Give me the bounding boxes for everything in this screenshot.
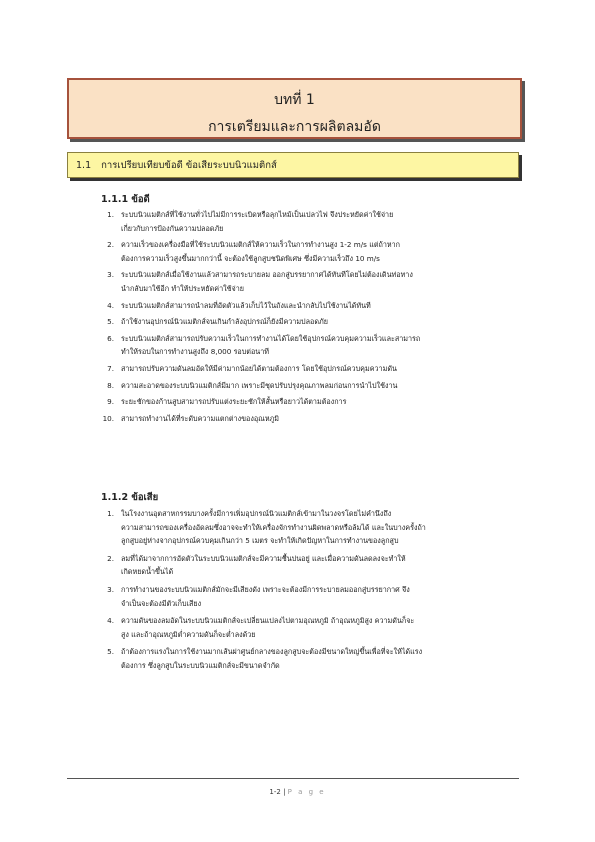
list-item <box>107 645 526 672</box>
list-item <box>107 268 526 295</box>
footer-separator: | <box>283 788 286 796</box>
list-item <box>107 208 526 235</box>
advantages-list <box>102 208 526 428</box>
list-item-number: 7. <box>107 363 114 373</box>
list-item <box>107 507 526 548</box>
list-item-line: ระยะชักของก้านสูบสามารถปรับแต่งระยะชักให้สั้นหรือยาวได้ตามต้องการ <box>121 397 347 407</box>
list-item-line: ทำให้รอบในการทำงานสูงถึง 8,000 รอบต่อนาที <box>121 347 269 357</box>
list-item-number: 8. <box>107 380 114 390</box>
chapter-number: บทที่ 1 <box>274 92 315 108</box>
disadvantages-heading: 1.1.2 ข้อเสีย <box>101 492 159 503</box>
footer-page-label: P a g e <box>287 788 326 796</box>
list-item-line: ระบบนิวแมติกส์ที่ใช้งานทั่วไปไม่มีการระเบิดหรือลุกไหม้เป็นเปลวไฟ จึงประหยัดค่าใช้จ่าย <box>121 210 394 219</box>
list-item <box>107 362 526 376</box>
list-item-line: สูง และถ้าอุณหภูมิต่ำความดันก็จะต่ำลงด้วย <box>121 629 256 639</box>
list-item-line: ระบบนิวแมติกส์สามารถนำลมที่อัดตัวแล้วเก็บไว้ในถังและนำกลับไปใช้งานได้ทันที <box>121 300 371 310</box>
list-item-line: ถ้าต้องการแรงในการใช้งานมากเส้นผ่าศูนย์กลางของลูกสูบจะต้องมีขนาดใหญ่ขึ้นเพื่อที่จะให้ได้แรง <box>121 647 423 657</box>
page-footer <box>0 788 595 796</box>
list-item-number: 10. <box>102 413 114 423</box>
list-item-line: ระบบนิวแมติกส์สามารถปรับความเร็วในการทำงานได้โดยใช้อุปกรณ์ควบคุมความเร็วและสามารถ <box>121 333 421 343</box>
section-number: 1.1 <box>76 160 92 171</box>
list-item <box>107 614 526 641</box>
list-item <box>107 583 526 610</box>
list-item <box>107 238 526 265</box>
list-item <box>107 395 526 409</box>
list-item-line: ความเร็วของเครื่องมือที่ใช้ระบบนิวแมติกส์ให้ความเร็วในการทำงานสูง 1-2 m/s แต่ถ้าหาก <box>121 240 401 250</box>
list-item-line: สามารถปรับความดันลมอัดให้มีค่ามากน้อยได้ตามต้องการ โดยใช้อุปกรณ์ควบคุมความดัน <box>121 363 397 373</box>
list-item-number: 1. <box>107 509 114 518</box>
list-item-line: ลมที่ได้มาจากการอัดตัวในระบบนิวแมติกส์จะมีความชื้นปนอยู่ และเมื่อความดันลดลงจะทำให้ <box>121 553 406 563</box>
list-item-line: จำเป็นจะต้องมีตัวเก็บเสียง <box>121 598 202 608</box>
list-item-line: ลูกสูบอยู่ห่างจากอุปกรณ์ควบคุมเกินกว่า 5 เมตร จะทำให้เกิดปัญหาในการทำงานของลูกสูบ <box>121 536 399 546</box>
list-item-number: 6. <box>107 333 114 343</box>
list-item-number: 4. <box>107 616 114 626</box>
list-item-number: 1. <box>107 210 114 219</box>
list-item-number: 5. <box>107 647 114 657</box>
list-item-line: เกิดหยดน้ำขึ้นได้ <box>121 567 174 577</box>
list-item-line: ต้องการ ซึ่งลูกสูบในระบบนิวแมติกส์จะมีขนาดจำกัด <box>121 660 280 670</box>
list-item-line: ในโรงงานอุตสาหกรรมบางครั้งมีการเพิ่มอุปกรณ์นิวแมติกส์เข้ามาในวงจรโดยไม่คำนึงถึง <box>121 509 392 518</box>
list-item-line: ความสามารถของเครื่องอัดลมซึ่งอาจจะทำให้เครื่องจักรทำงานผิดพลาดหรือล้มได้ และในบางครั้งถ้า <box>121 522 426 532</box>
section-title: การเปรียบเทียบข้อดี ข้อเสียระบบนิวแมติกส์ <box>101 160 277 171</box>
list-item-line: ระบบนิวแมติกส์เมื่อใช้งานแล้วสามารถระบายลม ออกสู่บรรยากาศได้ทันทีโดยไม่ต้องเดินท่อทาง <box>121 270 413 280</box>
section-header-box <box>67 152 519 178</box>
list-item <box>107 552 526 579</box>
list-item-number: 3. <box>107 584 114 594</box>
list-item <box>102 412 526 426</box>
list-item-number: 4. <box>107 300 114 310</box>
footer-divider <box>67 778 519 779</box>
list-item-line: สามารถทำงานได้ที่ระดับความแตกต่างของอุณหภูมิ <box>121 413 280 423</box>
list-item <box>107 332 526 359</box>
list-item-line: ถ้าใช้งานอุปกรณ์นิวแมติกส์จนเกินกำลังอุปกรณ์ก็ยังมีความปลอดภัย <box>121 317 328 327</box>
list-item <box>107 315 526 329</box>
list-item-line: ความดันของลมอัดในระบบนิวแมติกส์จะเปลี่ยนแปลงไปตามอุณหภูมิ ถ้าอุณหภูมิสูง ความดันก็จะ <box>121 616 415 626</box>
list-item-line: ต้องการความเร็วสูงขึ้นมากกว่านี้ จะต้องใช้ลูกสูบชนิดพิเศษ ซึ่งมีความเร็วถึง 10 m/s <box>121 253 380 263</box>
footer-page-number: 1-2 <box>269 788 281 796</box>
disadvantages-list <box>107 507 526 677</box>
list-item-line: เกี่ยวกับการป้องกันความปลอดภัย <box>121 223 224 233</box>
list-item-line: นำกลับมาใช้อีก ทำให้ประหยัดค่าใช้จ่าย <box>121 283 244 293</box>
list-item-line: การทำงานของระบบนิวแมติกส์มักจะมีเสียงดัง เพราะจะต้องมีการระบายลมออกสู่บรรยากาศ จึง <box>121 584 410 594</box>
list-item-number: 3. <box>107 270 114 280</box>
list-item-number: 2. <box>107 553 114 563</box>
list-item-number: 9. <box>107 397 114 407</box>
list-item-line: ความสะอาดของระบบนิวแมติกส์มีมาก เพราะมีชุดปรับปรุงคุณภาพลมก่อนการนำไปใช้งาน <box>121 380 398 390</box>
list-item <box>107 299 526 313</box>
advantages-heading: 1.1.1 ข้อดี <box>101 194 150 205</box>
list-item-number: 5. <box>107 317 114 327</box>
list-item <box>107 379 526 393</box>
chapter-title: การเตรียมและการผลิตลมอัด <box>208 119 381 135</box>
chapter-header-box <box>67 78 522 139</box>
list-item-number: 2. <box>107 240 114 250</box>
